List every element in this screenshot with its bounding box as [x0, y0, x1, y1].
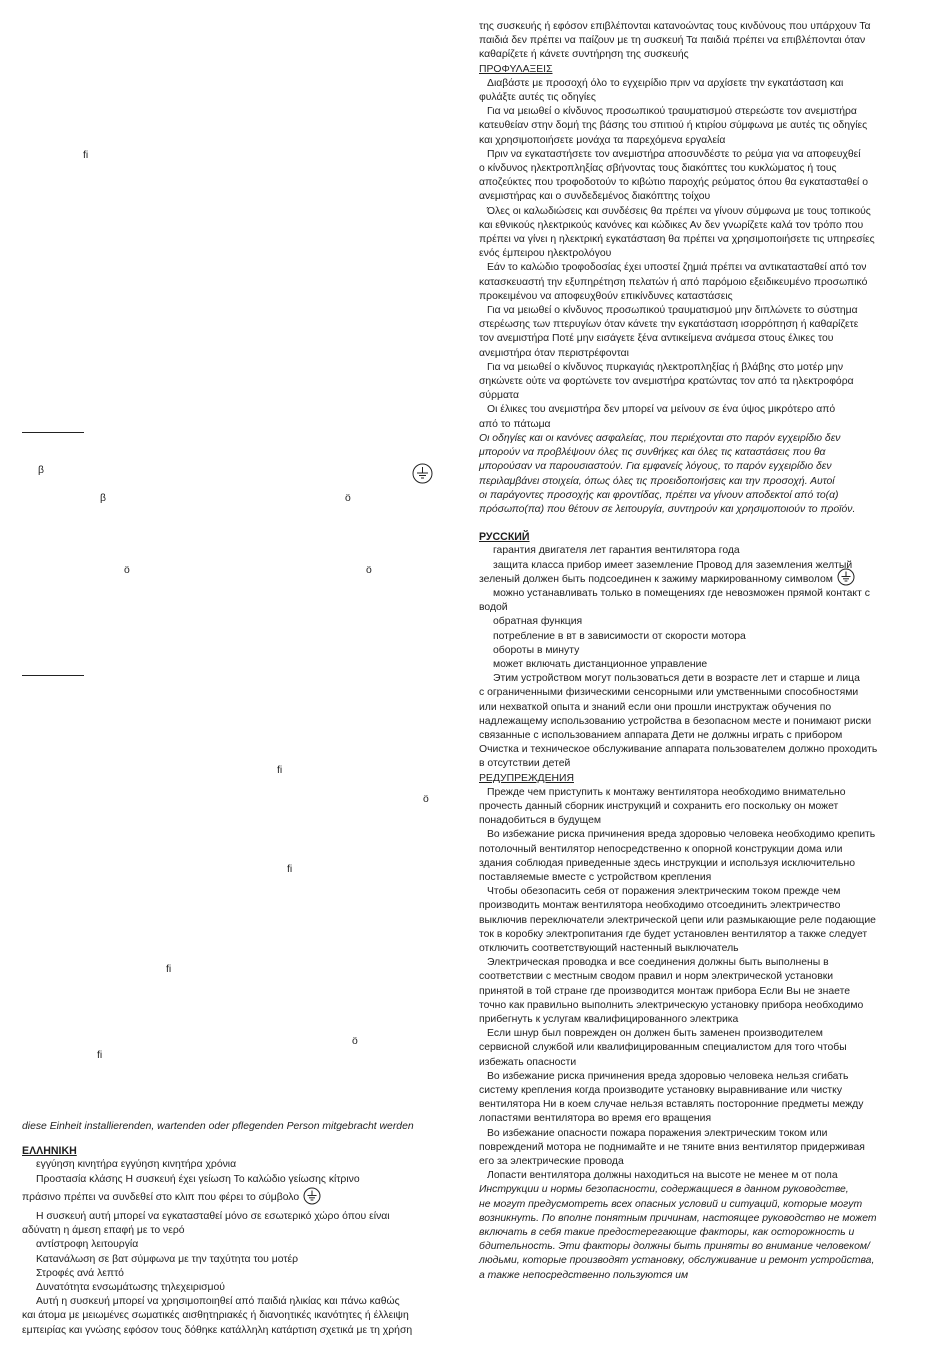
greek-heading: ΕΛΛΗΝΙΚΗ [22, 1145, 77, 1158]
paragraph-line: και εθνικούς ηλεκτρικούς κανόνες και κώδικες Αν δεν γνωρίζετε καλά τον τρόπο που [479, 219, 864, 231]
paragraph-line: μπορούσαν να παρουσιαστούν. Για εμφανείς λόγους, το παρόν εγχειρίδιο δεν [479, 461, 832, 473]
paragraph-line: Лопасти вентилятора должны находиться на высоте не менее м от пола [487, 1170, 838, 1182]
text-fragment: ö [124, 565, 130, 576]
russian-warning-1 [479, 786, 919, 829]
spec-line: потребление в вт в зависимости от скорости мотора [493, 630, 746, 642]
paragraph-line: αποζεύκτες που τροφοδοτούν το κιβώτιο παροχής ρεύματος όπου θα εγκατασταθεί ο [479, 177, 868, 189]
paragraph-line: πρόσωπο(πα) που θέτουν σε λειτουργία, συντηρούν και χρησιμοποιούν το προϊόν. [479, 503, 856, 515]
paragraph-line: προκειμένου να αποφευχθούν επικίνδυνες καταστάσεις [479, 290, 733, 302]
spec-line: αδύνατη η άμεση επαφή με το νερό [22, 1225, 185, 1237]
spec-line: Η συσκευή αυτή μπορεί να εγκατασταθεί μόνο σε εσωτερικό χώρο όπου είναι [36, 1211, 390, 1223]
paragraph-line: в отсутствии детей [479, 758, 571, 770]
greek-warning-1 [479, 77, 919, 105]
spec-line: Κατανάλωση σε βατ σύμφωνα με την ταχύτητα του μοτέρ [36, 1253, 299, 1265]
paragraph-line: στερέωσης των πτερυγίων όταν κάνετε την εγκατάσταση ισορρόπηση ή καθαρίζετε [479, 319, 859, 331]
spec-line-text: зеленый должен быть подсоединен к зажиму маркированному символом [479, 573, 833, 585]
spec-line: αντίστροφη λειτουργία [36, 1239, 139, 1251]
paragraph-line: бдительность. Эти факторы должны быть приняты во внимание человеком/ [479, 1241, 870, 1253]
paragraph-line: Если шнур был поврежден он должен быть заменен производителем [487, 1028, 823, 1040]
paragraph-line: сервисной службой или квалифицированным специалистом для того чтобы [479, 1042, 847, 1054]
spec-line [22, 1187, 464, 1210]
paragraph-line: από το πάτωμα [479, 418, 551, 430]
paragraph-line: надлежащему использованию устройства в безопасном месте и понимают риски [479, 715, 872, 727]
paragraph-line: вентилятора Ни в коем случае нельзя вставлять посторонние предметы между [479, 1099, 864, 1111]
spec-line: можно устанавливать только в помещениях где невозможен прямой контакт с [493, 587, 870, 599]
paragraph-line: принятой в той стране где производится монтаж прибора Если Вы не знаете [479, 985, 850, 997]
paragraph-line: прочесть данный сборник инструкций и сохранить его поскольку он может [479, 800, 839, 812]
russian-warning-7 [479, 1127, 919, 1170]
paragraph-line: κατευθείαν στην δομή της βάσης του σπιτιού ή κτιρίου σύμφωνα με αυτές τις οδηγίες [479, 120, 868, 132]
paragraph-line: или нехваткой опыта и знаний если они прошли инструктаж обучения по [479, 701, 832, 713]
paragraph-line: его за электрические провода [479, 1156, 624, 1168]
paragraph-line: производить монтаж вентилятора необходимо отсоединить электричество [479, 900, 841, 912]
paragraph-line: σηκώνετε ούτε να φορτώνετε τον ανεμιστήρα κρατώντας τον από τα ηλεκτροφόρα [479, 376, 854, 388]
russian-warnings-heading: РЕДУПРЕЖДЕНИЯ [479, 772, 574, 784]
paragraph-line: избежать опасности [479, 1056, 577, 1068]
text-fragment: fi [83, 150, 89, 161]
greek-warnings-heading: ΠΡΟΦΥΛΑΞΕΙΣ [479, 63, 553, 75]
paragraph-line: возникнуть. По вполне понятным причинам, настоящее руководство не может [479, 1212, 877, 1224]
greek-section-start [22, 1120, 464, 1338]
paragraph-line: πρέπει να γίνει η ηλεκτρική εγκατάσταση θα πρέπει να χρησιμοποιήσετε τις υπηρεσίες [479, 234, 875, 246]
paragraph-line: Όλες οι καλωδιώσεις και συνδέσεις θα πρέπει να γίνουν σύμφωνα με τους τοπικούς [487, 205, 871, 217]
russian-warning-5 [479, 1027, 919, 1070]
paragraph-line: και χρησιμοποιήσετε μονάχα τα παρεχόμενα εργαλεία [479, 134, 726, 146]
paragraph-line: лопастями вентилятора во время его вращения [479, 1113, 712, 1125]
greek-warning-2 [479, 105, 919, 148]
spec-line [479, 573, 919, 587]
paragraph-line: Во избежание риска причинения вреда здоровью человека нельзя сгибать [487, 1070, 849, 1082]
paragraph-line: Αυτή η συσκευή μπορεί να χρησιμοποιηθεί από παιδιά ηλικίας και πάνω καθώς [36, 1296, 400, 1308]
paragraph-line: περιλαμβάνει στοιχεία, όπως όλες τις προειδοποιήσεις και την προσοχή. Αυτοί [479, 475, 835, 487]
paragraph-line: Οι οδηγίες και οι κανόνες ασφαλείας, που περιέχονται στο παρόν εγχειρίδιο δεν [479, 432, 841, 444]
paragraph-line: систему крепления когда производите установку выравнивание или чистку [479, 1085, 843, 1097]
paragraph-line: Για να μειωθεί ο κίνδυνος προσωπικού τραυματισμού στερεώστε τον ανεμιστήρα [487, 106, 857, 118]
spec-line: может включать дистанционное управление [493, 658, 708, 670]
paragraph-line: ανεμιστήρας και ο συνδεδεμένος διακόπτης τοίχου [479, 191, 711, 203]
text-fragment: ö [423, 794, 429, 805]
section-rule [22, 675, 84, 676]
paragraph-line: прибегнуть к услугам квалифицированного электрика [479, 1014, 739, 1025]
german-note-tail: diese Einheit installierenden, wartenden oder pflegenden Person mitgebracht werden [22, 1121, 414, 1132]
paragraph-line: поставляемые вместе с устройством крепления [479, 871, 712, 883]
paragraph-line: Электрическая проводка и все соединения должны быть выполнены в [487, 957, 829, 969]
ground-symbol-icon [303, 1187, 321, 1210]
paragraph-line: потолочный вентилятор непосредственно к опорной конструкции дома или [479, 843, 843, 855]
paragraph-line: не могут предусмотреть всех опасных условий и ситуаций, которые могут [479, 1198, 863, 1210]
paragraph-line: повреждений мотора не поднимайте и не тяните вниз вентилятор придерживая [479, 1141, 865, 1153]
ground-symbol-icon [412, 463, 433, 489]
text-fragment: fi [277, 765, 283, 776]
paragraph-line: παιδιά δεν πρέπει να παίζουν με τη συσκευή Τα παιδιά πρέπει να επιβλέπονται όταν [479, 35, 866, 47]
greek-warning-7 [479, 361, 919, 404]
paragraph-line: Για να μειωθεί ο κίνδυνος προσωπικού τραυματισμού μην διπλώνετε το σύστημα [487, 305, 858, 317]
paragraph-line: Οι έλικες του ανεμιστήρα δεν μπορεί να μείνουν σε ένα ύψος μικρότερο από [487, 404, 836, 416]
paragraph-line: выключив переключатели электрической цепи или размыкающие реле подающие [479, 914, 876, 926]
greek-warning-4 [479, 205, 919, 262]
paragraph-line: της συσκευής ή εφόσον επιβλέπονται κατανοώντας τους κινδύνους που υπάρχουν Τα [479, 21, 871, 32]
russian-warning-4 [479, 956, 919, 1027]
spec-line: Δυνατότητα ενσωμάτωσης τηλεχειρισμού [36, 1282, 225, 1294]
paragraph-line: Πριν να εγκαταστήσετε τον ανεμιστήρα αποσυνδέστε το ρεύμα για να αποφευχθεί [487, 148, 861, 160]
paragraph-line: ανεμιστήρα όταν περιστρέφονται [479, 347, 629, 359]
paragraph-line: Во избежание опасности пожара поражения электрическим током или [487, 1127, 828, 1139]
paragraph-line: ο κίνδυνος ηλεκτροπληξίας σβήνοντας τους διακόπτες του κυκλώματος ή τους [479, 163, 837, 175]
paragraph-line: Για να μειωθεί ο κίνδυνος πυρκαγιάς ηλεκτροπληξίας ή βλάβης στο μοτέρ μην [487, 361, 844, 373]
paragraph-line: Прежде чем приступить к монтажу вентилятора необходимо внимательно [487, 786, 846, 798]
section-rule [22, 432, 84, 433]
paragraph-line: Чтобы обезопасить себя от поражения электрическим током прежде чем [487, 886, 841, 898]
paragraph-line: Инструкции и нормы безопасности, содержащиеся в данном руководстве, [479, 1184, 849, 1196]
paragraph-line: μπορούν να προβλέψουν όλες τις συνθήκες και όλες τις καταστάσεις που θα [479, 447, 826, 459]
paragraph-line: Во избежание риска причинения вреда здоровью человека необходимо крепить [487, 829, 876, 841]
paragraph-line: ενός έμπειρου ηλεκτρολόγου [479, 248, 612, 260]
spec-line: защита класса прибор имеет заземление Провод для заземления желтый [493, 559, 853, 571]
paragraph-line: Εάν το καλώδιο τροφοδοσίας έχει υποστεί ζημιά πρέπει να αντικατασταθεί από τον [487, 262, 867, 274]
russian-warning-2 [479, 828, 919, 885]
text-fragment: fi [287, 864, 293, 875]
greek-warning-3 [479, 148, 919, 205]
text-fragment: ö [366, 565, 372, 576]
paragraph-line: людьми, которые производят установку, обслуживание и ремонт устройства, [479, 1255, 875, 1267]
spec-line: обратная функция [493, 616, 583, 628]
paragraph-line: Διαβάστε με προσοχή όλο το εγχειρίδιο πριν να αρχίσετε την εγκατάσταση και [487, 77, 844, 89]
text-fragment: ö [345, 493, 351, 504]
paragraph-line: с ограниченными физическими сенсорными или умственными способностями [479, 687, 859, 699]
right-column [479, 20, 919, 1283]
spec-line: обороты в минуту [493, 644, 580, 656]
spec-line: Στροφές ανά λεπτό [36, 1267, 124, 1279]
paragraph-line: включать в себя такие предостерегающие факторы, как осторожность и [479, 1227, 855, 1239]
russian-warning-3 [479, 885, 919, 956]
greek-warning-6 [479, 304, 919, 361]
greek-safety-disclaimer [479, 432, 919, 517]
paragraph-line: οι παράγοντες προσοχής και φροντίδας, πρέπει να γίνουν αποδεκτοί από το(α) [479, 489, 839, 501]
greek-warning-5 [479, 261, 919, 304]
paragraph-line: Очистка и техническое обслуживание аппарата пользователем должно проходить [479, 744, 878, 756]
paragraph-line: τον ανεμιστήρα Ποτέ μην εισάγετε ξένα αντικείμενα ανάμεσα στους έλικες του [479, 333, 834, 345]
spec-line: водой [479, 602, 508, 614]
russian-children-paragraph [479, 672, 919, 771]
paragraph-line: понадобиться в будущем [479, 815, 601, 827]
russian-warning-6 [479, 1070, 919, 1127]
greek-warning-8 [479, 403, 919, 431]
paragraph-line: здания соблюдая приведенные здесь инструкции и используя исключительно [479, 857, 855, 869]
spec-line: гарантия двигателя лет гарантия вентилятора года [493, 545, 740, 557]
paragraph-line: точно как правильно выполнить электрическую установку прибора необходимо [479, 999, 864, 1011]
text-fragment: β [100, 493, 106, 504]
paragraph-line: связанные с использованием аппарата Дети не должны играть с прибором [479, 729, 843, 741]
text-fragment: fi [166, 964, 172, 975]
spec-line: εγγύηση κινητήρα εγγύηση κινητήρα χρόνια [36, 1159, 237, 1171]
paragraph-line: σύρματα [479, 390, 519, 402]
russian-safety-disclaimer [479, 1183, 919, 1282]
paragraph-line: εμπειρίας και γνώσης εφόσον τους δόθηκε κατάλληλη κατάρτιση σχετικά με τη χρήση [22, 1324, 413, 1336]
text-fragment: fi [97, 1050, 103, 1061]
russian-warning-8 [479, 1169, 919, 1183]
paragraph-line: καθαρίζετε ή κάνετε συντήρηση της συσκευής [479, 49, 689, 61]
text-fragment: β [38, 465, 44, 476]
paragraph-line: φυλάξτε αυτές τις οδηγίες [479, 92, 596, 104]
spec-line-text: πράσινο πρέπει να συνδεθεί στο κλιπ που φέρει το σύμβολο [22, 1192, 300, 1204]
paragraph-line: κατασκευαστή την εξυπηρέτηση πελατών ή από παρόμοιο εξειδικευμένο προσωπικό [479, 276, 868, 288]
paragraph-line: Этим устройством могут пользоваться дети в возрасте лет и старше и лица [493, 673, 860, 685]
paragraph-line: а также непосредственно пользуются им [479, 1269, 689, 1281]
text-fragment: ö [352, 1036, 358, 1047]
paragraph-line: соответствии с местным сводом правил и норм электрической установки [479, 971, 834, 983]
paragraph-line: отключить соответствующий настенный выключатель [479, 942, 739, 954]
paragraph-line: και άτομα με μειωμένες σωματικές αισθητηριακές ή διανοητικές ικανότητες ή έλλειψη [22, 1310, 409, 1322]
paragraph-line: ток в коробку электропитания где будет установлен вентилятор а также следует [479, 928, 868, 940]
spec-line: Προστασία κλάσης Η συσκευή έχει γείωση Το καλώδιο γείωσης κίτρινο [36, 1173, 360, 1185]
russian-heading: РУССКИЙ [479, 531, 530, 544]
